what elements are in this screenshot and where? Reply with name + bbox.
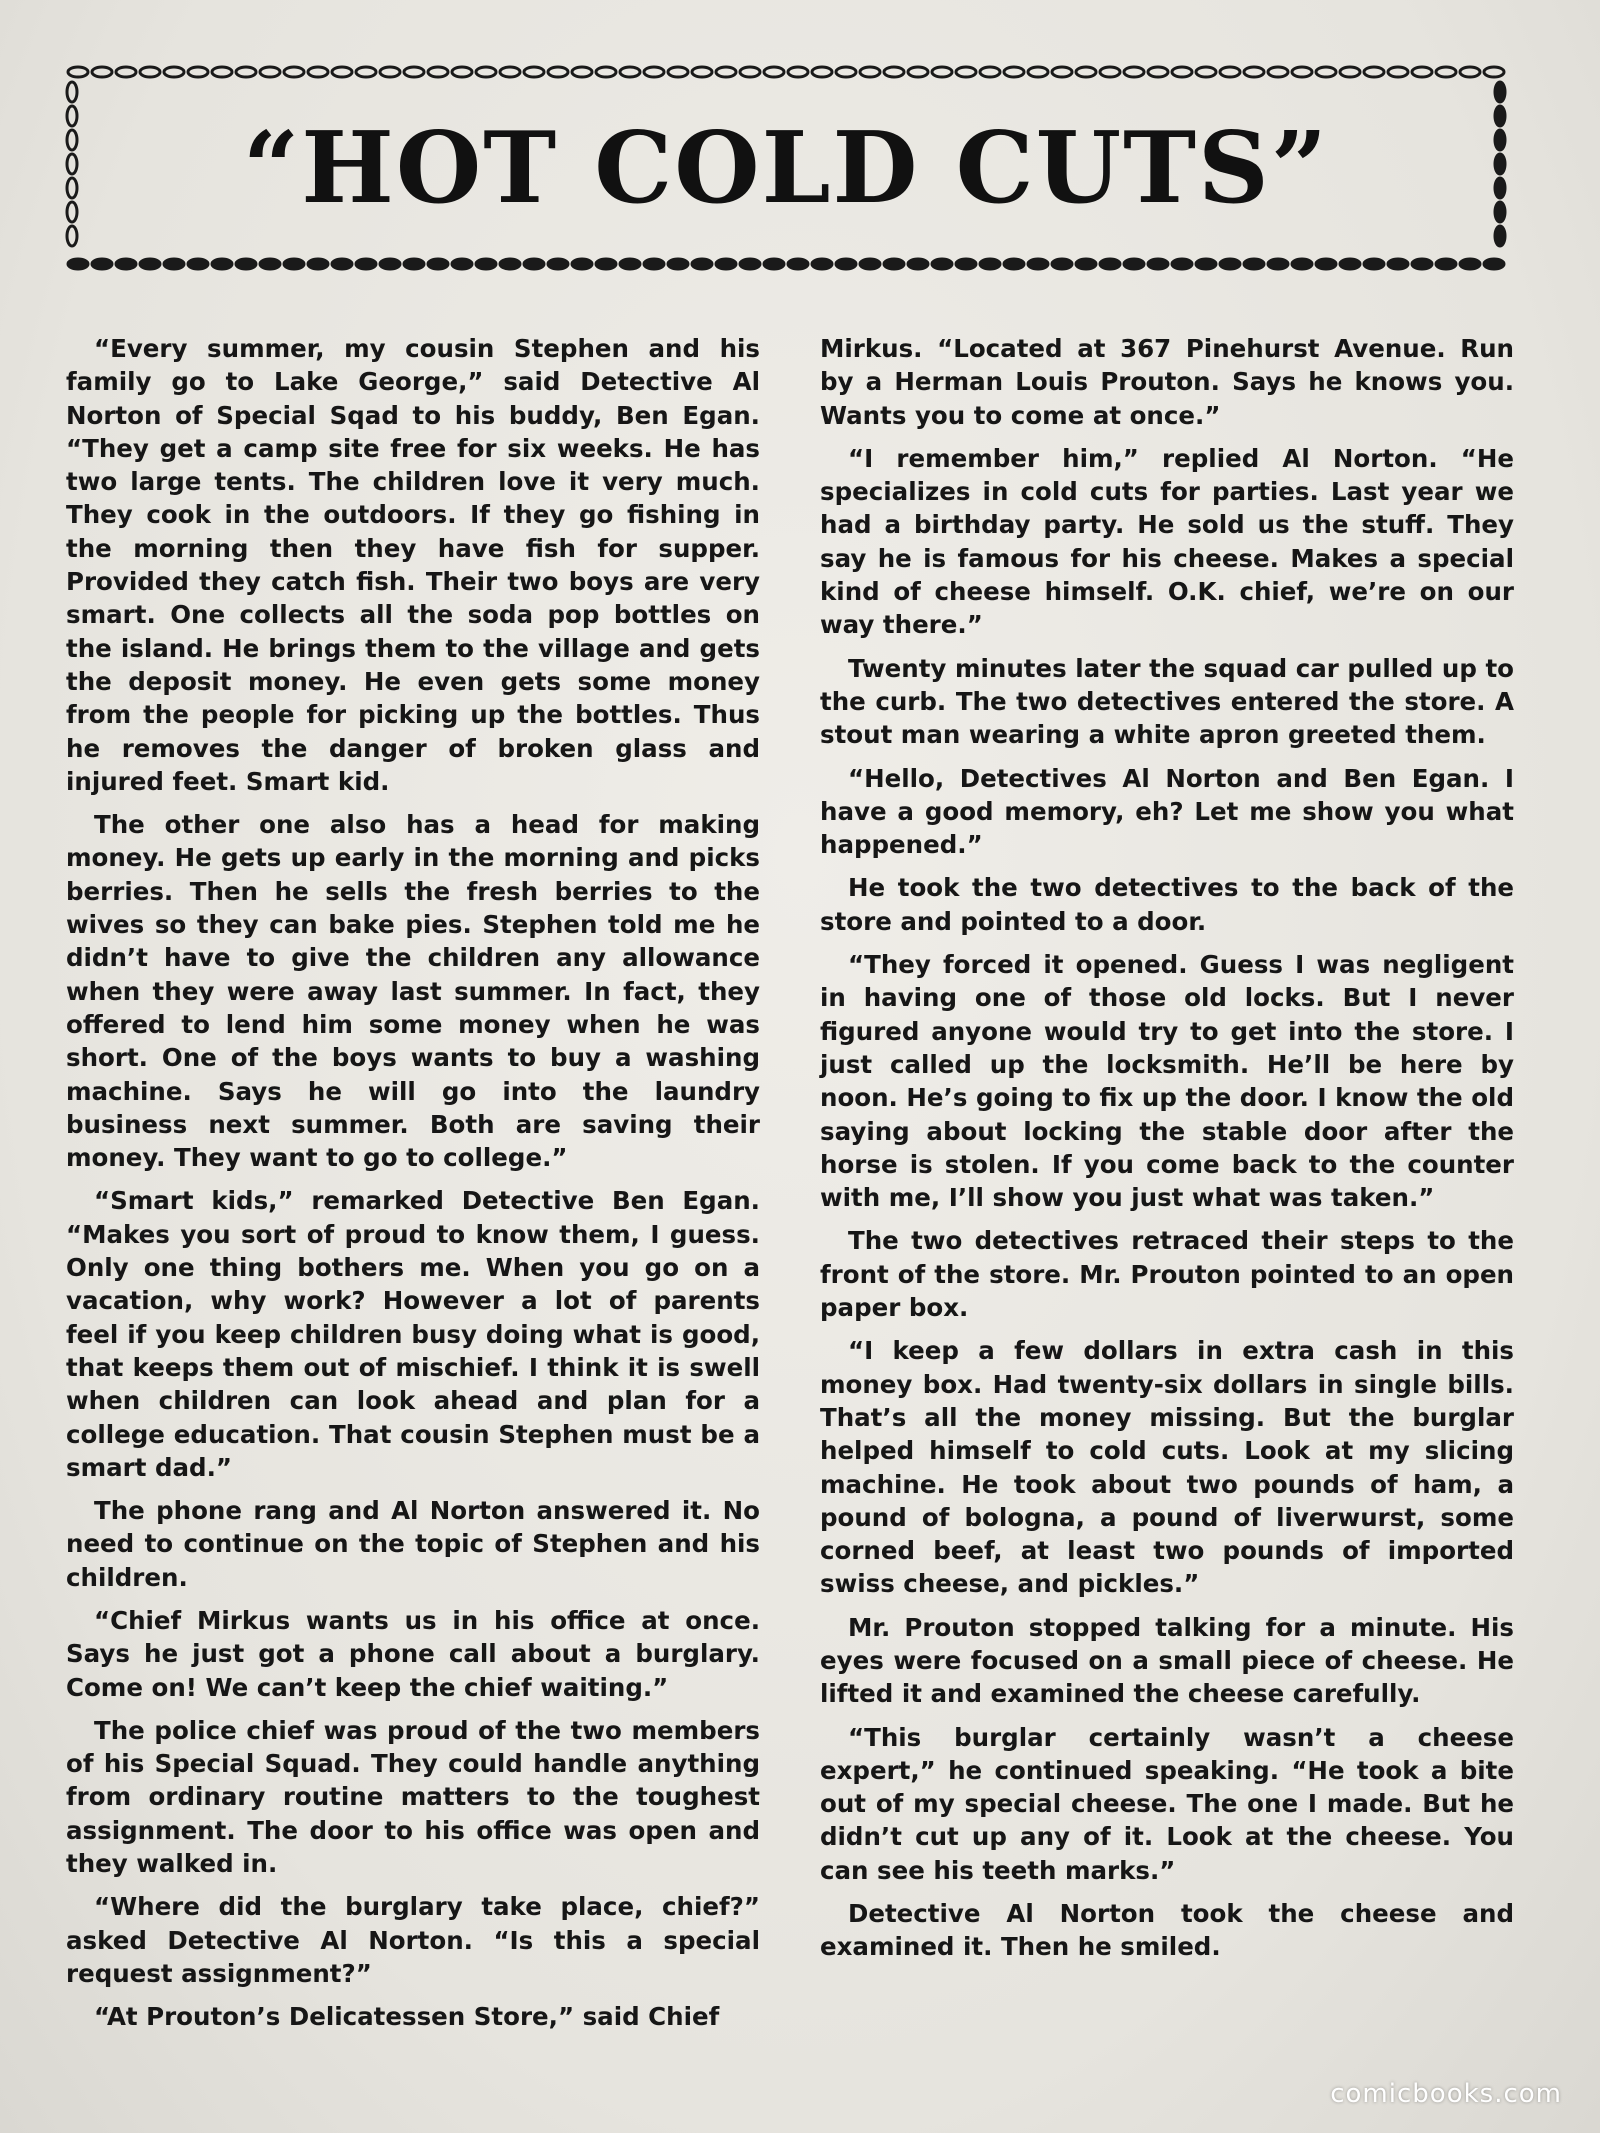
paragraph: Mr. Prouton stopped talking for a minute. His eyes were focused on a small piece of cheese. He lifted it and examined the cheese carefully. (820, 1612, 1514, 1709)
left-column (66, 332, 760, 2044)
paragraph: “Hello, Detectives Al Norton and Ben Egan. I have a good memory, eh? Let me show you what happened.” (820, 763, 1514, 860)
paragraph: The other one also has a head for making money. He gets up early in the morning and picks berries. Then he sells the fresh berries to the wives so they can bake pies. Stephen told me he didn’t have to give the children any allowance when they were away last summer. In fact, they offered to lend him some money when he was short. One of the boys wants to buy a washing machine. Says he will go into the laundry business next summer. Both are saving their money. They want to go to college.” (66, 810, 760, 1173)
paragraph: Detective Al Norton took the cheese and examined it. Then he smiled. (820, 1899, 1514, 1962)
site-watermark: comicbooks.com (1330, 2079, 1562, 2109)
title-banner (62, 62, 1510, 274)
paragraph: He took the two detectives to the back of the store and pointed to a door. (820, 873, 1514, 936)
paragraph: “This burglar certainly wasn’t a cheese expert,” he continued speaking. “He took a bite out of my special cheese. The one I made. But he didn’t cut up any of it. Look at the cheese. You can see his teeth marks.” (820, 1722, 1514, 1885)
paragraph-continued: Mirkus. “Located at 367 Pinehurst Avenue. Run by a Herman Louis Prouton. Says he knows you. Wants you to come at once.” (820, 334, 1514, 430)
paragraph: “Chief Mirkus wants us in his office at once. Says he just got a phone call about a burglary. Come on! We can’t keep the chief waiting.” (66, 1605, 760, 1702)
paragraph: “I remember him,” replied Al Norton. “He specializes in cold cuts for parties. Last year we had a birthday party. He sold us the stuff. They say he is famous for his cheese. Makes a special kind of cheese himself. O.K. chief, we’re on our way there.” (820, 443, 1514, 640)
paragraph: “Where did the burglary take place, chief?” asked Detective Al Norton. “Is this a special request assignment?” (66, 1892, 760, 1988)
paragraph: “They forced it opened. Guess I was negligent in having one of those old locks. But I never figured anyone would try to get into the store. I just called up the locksmith. He’ll be here by noon. He’s going to fix up the door. I know the old saying about locking the stable door after the horse is stolen. If you come back to the counter with me, I’ll show you just what was taken.” (820, 950, 1514, 1213)
paragraph: Twenty minutes later the squad car pulled up to the curb. The two detectives entered the store. A stout man wearing a white apron greeted them. (820, 653, 1514, 750)
story-title: “HOT COLD CUTS” (242, 110, 1330, 226)
paragraph: “I keep a few dollars in extra cash in this money box. Had twenty-six dollars in single bills. That’s all the money missing. But the burglar helped himself to cold cuts. Look at my slicing machine. He took about two pounds of ham, a pound of bologna, a pound of liverwurst, some corned beef, at least two pounds of imported swiss cheese, and pickles.” (820, 1336, 1514, 1599)
paragraph: “Smart kids,” remarked Detective Ben Egan. “Makes you sort of proud to know them, I guess. Only one thing bothers me. When you go on a vacation, why work? However a lot of parents feel if you keep children busy doing what is good, that keeps them out of mischief. I think it is swell when children can look ahead and plan for a college education. That cousin Stephen must be a smart dad.” (66, 1186, 760, 1482)
paragraph: The phone rang and Al Norton answered it. No need to continue on the topic of Stephen and his children. (66, 1496, 760, 1592)
right-column (820, 332, 1514, 1974)
paragraph: “At Prouton’s Delicatessen Store,” said Chief (94, 2002, 720, 2032)
story-body (66, 332, 1514, 2092)
paragraph: The police chief was proud of the two members of his Special Squad. They could handle anything from ordinary routine matters to the toughest assignment. The door to his office was open and they walked in. (66, 1715, 760, 1879)
paragraph: “Every summer, my cousin Stephen and his family go to Lake George,” said Detective Al Norton of Special Sqad to his buddy, Ben Egan. “They get a camp site free for six weeks. He has two large tents. The children love it very much. They cook in the outdoors. If they go fishing in the morning then they have fish for supper. Provided they catch fish. Their two boys are very smart. One collects all the soda pop bottles on the island. He brings them to the village and gets the deposit money. He even gets some money from the people for picking up the bottles. Thus he removes the danger of broken glass and injured feet. Smart kid. (66, 334, 760, 796)
paragraph: The two detectives retraced their steps to the front of the store. Mr. Prouton pointed to an open paper box. (820, 1226, 1514, 1323)
